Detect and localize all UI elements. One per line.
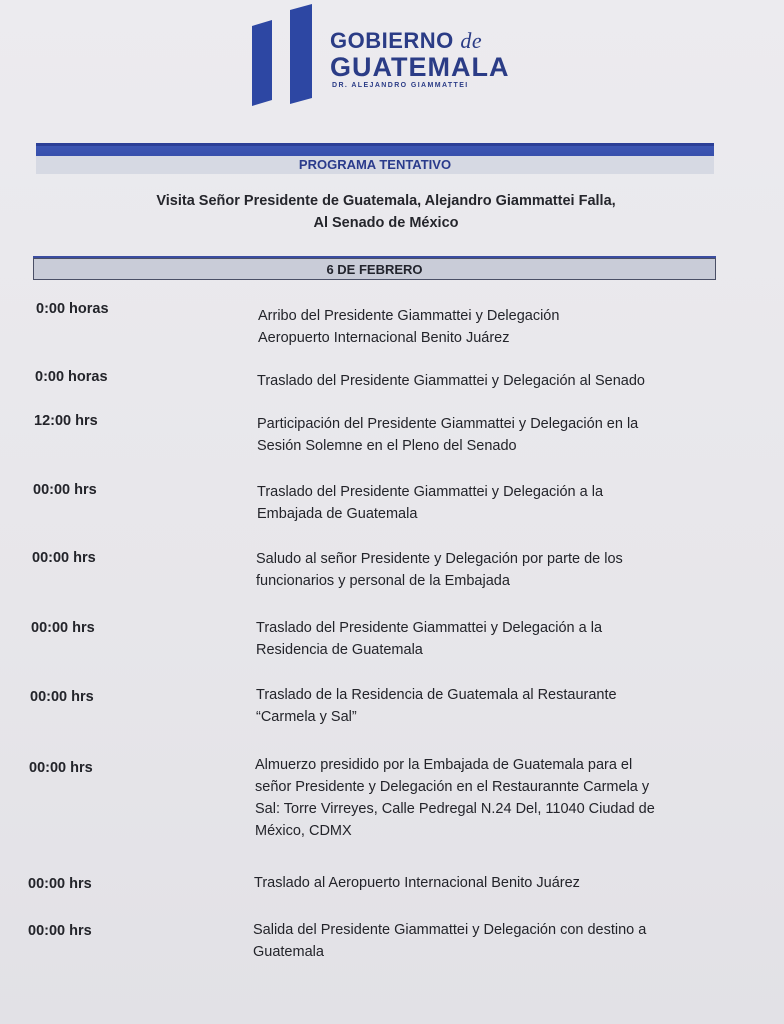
schedule-time: 00:00 hrs (32, 550, 96, 566)
description-line: Almuerzo presidido por la Embajada de Guatemala para el (255, 757, 633, 773)
description-line: señor Presidente y Delegación en el Restaurannte Carmela y (255, 779, 650, 795)
description-line: “Carmela y Sal” (256, 709, 357, 725)
description-line: Sesión Solemne en el Pleno del Senado (257, 438, 517, 454)
subtitle-line1: Visita Señor Presidente de Guatemala, Alejandro Giammattei Falla, (156, 193, 616, 209)
schedule-description (256, 548, 723, 592)
schedule-time: 12:00 hrs (34, 413, 98, 429)
description-line: Traslado del Presidente Giammattei y Delegación a la (257, 484, 604, 500)
description-line: Traslado del Presidente Giammattei y Delegación al Senado (257, 373, 645, 389)
logo-line3: DR. ALEJANDRO GIAMMATTEI (332, 82, 469, 89)
logo-line1: GOBIERNO (330, 28, 454, 53)
description-line: Arribo del Presidente Giammattei y Delegación (258, 308, 560, 324)
schedule-description (256, 684, 726, 728)
logo-wordmark (330, 30, 509, 89)
schedule-description (257, 413, 719, 457)
description-line: Traslado al Aeropuerto Internacional Benito Juárez (254, 875, 580, 891)
description-line: Traslado de la Residencia de Guatemala al Restaurante (256, 687, 617, 703)
schedule-time: 00:00 hrs (28, 876, 92, 892)
date-header: 6 DE FEBRERO (33, 258, 716, 280)
schedule-time: 0:00 horas (36, 301, 109, 317)
description-line: México, CDMX (255, 823, 352, 839)
description-line: funcionarios y personal de la Embajada (256, 573, 510, 589)
schedule-time: 00:00 hrs (28, 923, 92, 939)
description-line: Participación del Presidente Giammattei y Delegación en la (257, 416, 639, 432)
schedule-description (253, 919, 725, 963)
schedule-description (255, 754, 729, 842)
schedule-time: 00:00 hrs (29, 760, 93, 776)
schedule-time: 00:00 hrs (31, 620, 95, 636)
schedule-time: 00:00 hrs (30, 689, 94, 705)
schedule-description (257, 481, 721, 525)
description-line: Residencia de Guatemala (256, 642, 423, 658)
schedule-time: 00:00 hrs (33, 482, 97, 498)
guatemala-government-logo-icon (250, 4, 316, 108)
schedule-description (257, 370, 717, 392)
description-line: Guatemala (253, 944, 324, 960)
subtitle-line2: Al Senado de México (313, 215, 459, 231)
logo-de: de (460, 28, 483, 53)
program-title: PROGRAMA TENTATIVO (36, 156, 714, 174)
schedule-description (254, 872, 724, 894)
description-line: Saludo al señor Presidente y Delegación por parte de los (256, 551, 623, 567)
description-line: Traslado del Presidente Giammattei y Delegación a la (256, 620, 603, 636)
description-line: Aeropuerto Internacional Benito Juárez (258, 330, 510, 346)
logo-line2: GUATEMALA (330, 52, 510, 82)
visit-subtitle (36, 190, 736, 234)
description-line: Embajada de Guatemala (257, 506, 418, 522)
schedule-time: 0:00 horas (35, 369, 108, 385)
description-line: Salida del Presidente Giammattei y Delegación con destino a (253, 922, 647, 938)
description-line: Sal: Torre Virreyes, Calle Pedregal N.24 Del, 11040 Ciudad de (255, 801, 655, 817)
schedule-description (258, 305, 608, 349)
schedule-description (256, 617, 723, 661)
